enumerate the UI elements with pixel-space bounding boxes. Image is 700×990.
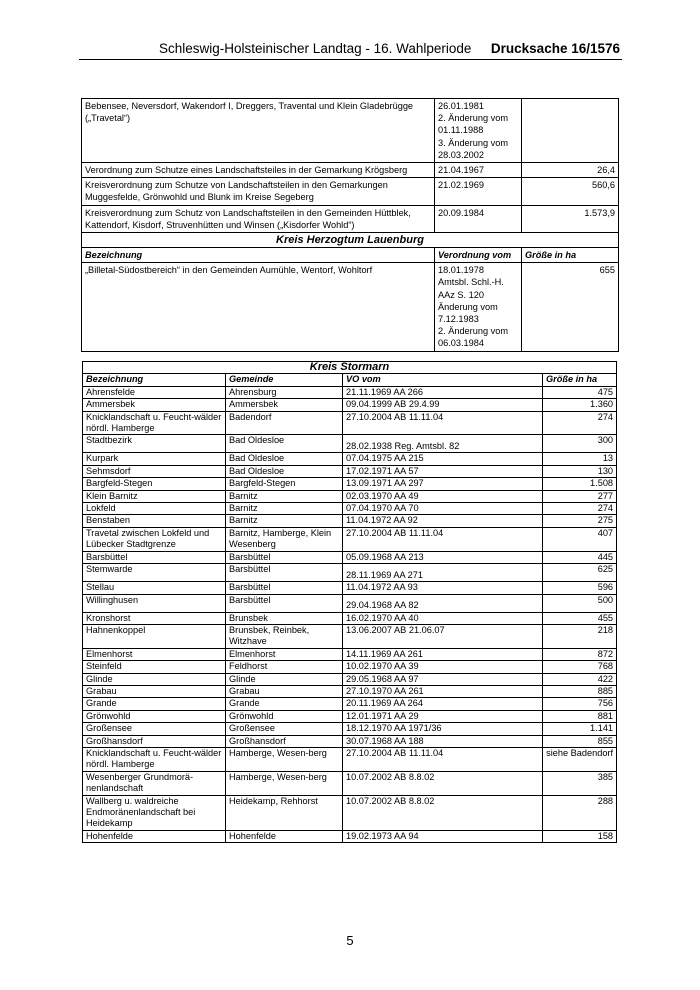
column-header-row [82, 248, 619, 263]
table-row [83, 411, 617, 435]
area-size: 300 [543, 435, 617, 453]
col-header-size: Größe in ha [522, 248, 619, 263]
area-size: 158 [543, 830, 617, 842]
decree-date: 20.11.1969 AA 264 [343, 698, 543, 710]
table-row [83, 399, 617, 411]
municipality: Barnitz [226, 490, 343, 502]
municipality: Bad Oldesloe [226, 453, 343, 465]
header-title: Schleswig-Holsteinischer Landtag - 16. Wahlperiode [159, 41, 472, 56]
reserve-name: Elmenhorst [83, 648, 226, 660]
table2-rows [83, 386, 617, 842]
decree-date: 29.04.1968 AA 82 [343, 594, 543, 612]
decree-date: 02.03.1970 AA 49 [343, 490, 543, 502]
municipality: Großhansdorf [226, 735, 343, 747]
municipality: Hamberge, Wesen-berg [226, 747, 343, 771]
reserve-name: Bebensee, Neversdorf, Wakendorf I, Dreggers, Travental und Klein Gladebrügge („Travetal“) [82, 99, 435, 163]
decree-date [435, 263, 522, 351]
section-title-stormarn: Kreis Stormarn [83, 362, 617, 374]
table-row [82, 263, 619, 351]
reserve-name: Sehmsdorf [83, 465, 226, 477]
area-size: 881 [543, 710, 617, 722]
table-row [83, 386, 617, 398]
decree-date [435, 163, 522, 178]
area-size [522, 99, 619, 163]
area-size: 274 [543, 411, 617, 435]
table-row [83, 551, 617, 563]
reserve-name: Wesenberger Grundmorä-nenlandschaft [83, 771, 226, 795]
table-row [83, 723, 617, 735]
area-size: 1.141 [543, 723, 617, 735]
municipality: Brunsbek [226, 612, 343, 624]
municipality: Ammersbek [226, 399, 343, 411]
area-size: 277 [543, 490, 617, 502]
table-row [82, 178, 619, 205]
decree-date: 27.10.2004 AB 11.11.04 [343, 747, 543, 771]
municipality: Brunsbek, Reinbek, Witzhave [226, 624, 343, 648]
date-line: 21.04.1967 [438, 165, 484, 176]
date-line: 06.03.1984 [438, 338, 484, 349]
area-size: 596 [543, 582, 617, 594]
reserve-name: Kreisverordnung zum Schutz von Landschaftsteilen in den Gemeinden Hüttblek, Kattendorf, Kisdorf, Struvenhütten und Winsen („Kisdorfer Wohld“) [82, 205, 435, 232]
municipality: Grönwohld [226, 710, 343, 722]
decree-date: 11.04.1972 AA 92 [343, 515, 543, 527]
reserve-name: Hahnenkoppel [83, 624, 226, 648]
decree-date [435, 178, 522, 205]
area-size: 872 [543, 648, 617, 660]
page-header [79, 41, 620, 59]
municipality: Grande [226, 698, 343, 710]
area-size: 455 [543, 612, 617, 624]
decree-date [435, 205, 522, 232]
reserve-name: Großensee [83, 723, 226, 735]
table-row [83, 830, 617, 842]
municipality: Elmenhorst [226, 648, 343, 660]
decree-date: 29.05.1968 AA 97 [343, 673, 543, 685]
decree-date: 30.07.1968 AA 188 [343, 735, 543, 747]
date-line: Amtsbl. Schl.-H. [438, 277, 504, 288]
reserve-name: Ammersbek [83, 399, 226, 411]
decree-date: 19.02.1973 AA 94 [343, 830, 543, 842]
municipality: Bad Oldesloe [226, 465, 343, 477]
date-line: 21.02.1969 [438, 180, 484, 191]
col-header-name: Bezeichnung [83, 374, 226, 386]
table-row [83, 648, 617, 660]
area-size: 275 [543, 515, 617, 527]
table-row [82, 163, 619, 178]
municipality: Feldhorst [226, 661, 343, 673]
municipality: Barnitz, Hamberge, Klein Wesenberg [226, 527, 343, 551]
document-number: Drucksache 16/1576 [490, 41, 620, 56]
decree-date: 07.04.1975 AA 215 [343, 453, 543, 465]
municipality: Bargfeld-Stegen [226, 478, 343, 490]
municipality: Barsbüttel [226, 551, 343, 563]
table-row [83, 465, 617, 477]
reserve-name: Stellau [83, 582, 226, 594]
municipality: Ahrensburg [226, 386, 343, 398]
decree-date: 09.04.1999 AB 29.4.99 [343, 399, 543, 411]
table-row [83, 582, 617, 594]
decree-date [435, 99, 522, 163]
reserve-name: Lokfeld [83, 503, 226, 515]
table-row [83, 527, 617, 551]
municipality: Glinde [226, 673, 343, 685]
municipality: Hohenfelde [226, 830, 343, 842]
table-row [82, 205, 619, 232]
reserve-name: Kronshorst [83, 612, 226, 624]
table-row [83, 490, 617, 502]
reserve-name: Großhansdorf [83, 735, 226, 747]
col-header-size: Größe in ha [543, 374, 617, 386]
area-size: 475 [543, 386, 617, 398]
area-size: 422 [543, 673, 617, 685]
date-line: 18.01.1978 [438, 265, 484, 276]
municipality: Barnitz [226, 503, 343, 515]
reserve-name: Ahrensfelde [83, 386, 226, 398]
area-size: 1.360 [543, 399, 617, 411]
date-line: 2. Änderung vom [438, 113, 508, 124]
reserve-name: Kurpark [83, 453, 226, 465]
table-row [83, 564, 617, 582]
decree-date: 13.09.1971 AA 297 [343, 478, 543, 490]
col-header-gemeinde: Gemeinde [226, 374, 343, 386]
date-line: 20.09.1984 [438, 207, 484, 218]
table-row [83, 612, 617, 624]
reserve-name: Barsbüttel [83, 551, 226, 563]
table-row [83, 673, 617, 685]
area-size: 407 [543, 527, 617, 551]
decree-date: 12.01.1971 AA 29 [343, 710, 543, 722]
reserve-name: Steinfeld [83, 661, 226, 673]
reserve-name: Wallberg u. waldreiche Endmoränenlandschaft bei Heidekamp [83, 795, 226, 830]
col-header-vo: VO vom [343, 374, 543, 386]
decree-date: 10.02.1970 AA 39 [343, 661, 543, 673]
col-header-name: Bezeichnung [82, 248, 435, 263]
table1-top-rows [82, 99, 619, 233]
area-size: 1.573,9 [522, 205, 619, 232]
area-size: 500 [543, 594, 617, 612]
reserve-name: Grönwohld [83, 710, 226, 722]
reserve-name: Knicklandschaft u. Feucht-wälder nördl. Hamberge [83, 747, 226, 771]
area-size: 625 [543, 564, 617, 582]
reserve-name: Grabau [83, 685, 226, 697]
area-size: 288 [543, 795, 617, 830]
header-divider [79, 59, 622, 60]
date-line: AAz S. 120 [438, 289, 484, 300]
reserve-name: Benstaben [83, 515, 226, 527]
municipality: Barsbüttel [226, 564, 343, 582]
area-size: 756 [543, 698, 617, 710]
date-line: 28.03.2002 [438, 149, 484, 160]
table-row [83, 710, 617, 722]
table1-bottom-rows [82, 263, 619, 351]
municipality: Heidekamp, Rehhorst [226, 795, 343, 830]
municipality: Hamberge, Wesen-berg [226, 771, 343, 795]
section-title-lauenburg: Kreis Herzogtum Lauenburg [82, 233, 619, 248]
reserve-name: Willinghusen [83, 594, 226, 612]
table-row [83, 795, 617, 830]
reserve-name: Kreisverordnung zum Schutze von Landschaftsteilen in den Gemarkungen Muggesfelde, Grönwohld und Blunk im Kreise Segeberg [82, 178, 435, 205]
reserve-name: Knicklandschaft u. Feucht-wälder nördl. Hamberge [83, 411, 226, 435]
municipality: Bad Oldesloe [226, 435, 343, 453]
area-size: 274 [543, 503, 617, 515]
area-size: siehe Badendorf [543, 747, 617, 771]
reserve-name: Klein Barnitz [83, 490, 226, 502]
area-size: 445 [543, 551, 617, 563]
table-row [83, 453, 617, 465]
area-size: 655 [522, 263, 619, 351]
table-row [83, 771, 617, 795]
decree-date: 05.09.1968 AA 213 [343, 551, 543, 563]
table-row [83, 515, 617, 527]
decree-date: 07.04.1970 AA 70 [343, 503, 543, 515]
decree-date: 28.02.1938 Reg. Amtsbl. 82 [343, 435, 543, 453]
area-size: 13 [543, 453, 617, 465]
decree-date: 10.07.2002 AB 8.8.02 [343, 795, 543, 830]
reserves-table-stormarn [82, 361, 617, 843]
decree-date: 13.06.2007 AB 21.06.07 [343, 624, 543, 648]
decree-date: 27.10.1970 AA 261 [343, 685, 543, 697]
reserve-name: Stadtbezirk [83, 435, 226, 453]
date-line: 7.12.1983 [438, 314, 479, 325]
reserve-name: Grande [83, 698, 226, 710]
date-line: 01.11.1988 [438, 125, 484, 136]
section-row [82, 233, 619, 248]
date-line: 3. Änderung vom [438, 137, 508, 148]
decree-date: 16.02.1970 AA 40 [343, 612, 543, 624]
municipality: Barsbüttel [226, 594, 343, 612]
table-row [83, 735, 617, 747]
reserve-name: Stemwarde [83, 564, 226, 582]
table-row [83, 685, 617, 697]
decree-date: 10.07.2002 AB 8.8.02 [343, 771, 543, 795]
table-row [83, 698, 617, 710]
reserves-table-segeberg-lauenburg [81, 98, 619, 352]
decree-date: 18.12.1970 AA 1971/36 [343, 723, 543, 735]
area-size: 768 [543, 661, 617, 673]
page-number: 5 [346, 933, 354, 948]
reserve-name: Verordnung zum Schutze eines Landschaftsteiles in der Gemarkung Krögsberg [82, 163, 435, 178]
table-row [83, 503, 617, 515]
table-row [83, 624, 617, 648]
area-size: 1.508 [543, 478, 617, 490]
decree-date: 11.04.1972 AA 93 [343, 582, 543, 594]
municipality: Grabau [226, 685, 343, 697]
area-size: 218 [543, 624, 617, 648]
area-size: 855 [543, 735, 617, 747]
reserve-name: Travetal zwischen Lokfeld und Lübecker Stadtgrenze [83, 527, 226, 551]
area-size: 26,4 [522, 163, 619, 178]
reserve-name: Bargfeld-Stegen [83, 478, 226, 490]
date-line: 2. Änderung vom [438, 326, 508, 337]
decree-date: 14.11.1969 AA 261 [343, 648, 543, 660]
area-size: 130 [543, 465, 617, 477]
area-size: 885 [543, 685, 617, 697]
date-line: Änderung vom [438, 301, 498, 312]
table-row [83, 435, 617, 453]
decree-date: 17.02.1971 AA 57 [343, 465, 543, 477]
table-row [83, 594, 617, 612]
section-row [83, 362, 617, 374]
area-size: 385 [543, 771, 617, 795]
municipality: Barnitz [226, 515, 343, 527]
reserve-name: Hohenfelde [83, 830, 226, 842]
decree-date: 27.10.2004 AB 11.11.04 [343, 527, 543, 551]
decree-date: 28.11.1969 AA 271 [343, 564, 543, 582]
table-row [83, 478, 617, 490]
reserve-name: Glinde [83, 673, 226, 685]
decree-date: 27.10.2004 AB 11.11.04 [343, 411, 543, 435]
table-row [83, 747, 617, 771]
column-header-row [83, 374, 617, 386]
municipality: Großensee [226, 723, 343, 735]
area-size: 560,6 [522, 178, 619, 205]
table-row [82, 99, 619, 163]
municipality: Badendorf [226, 411, 343, 435]
col-header-date: Verordnung vom [435, 248, 522, 263]
decree-date: 21.11.1969 AA 266 [343, 386, 543, 398]
date-line: 26.01.1981 [438, 101, 484, 111]
municipality: Barsbüttel [226, 582, 343, 594]
reserve-name: „Billetal-Südostbereich“ in den Gemeinden Aumühle, Wentorf, Wohltorf [82, 263, 435, 351]
table-row [83, 661, 617, 673]
